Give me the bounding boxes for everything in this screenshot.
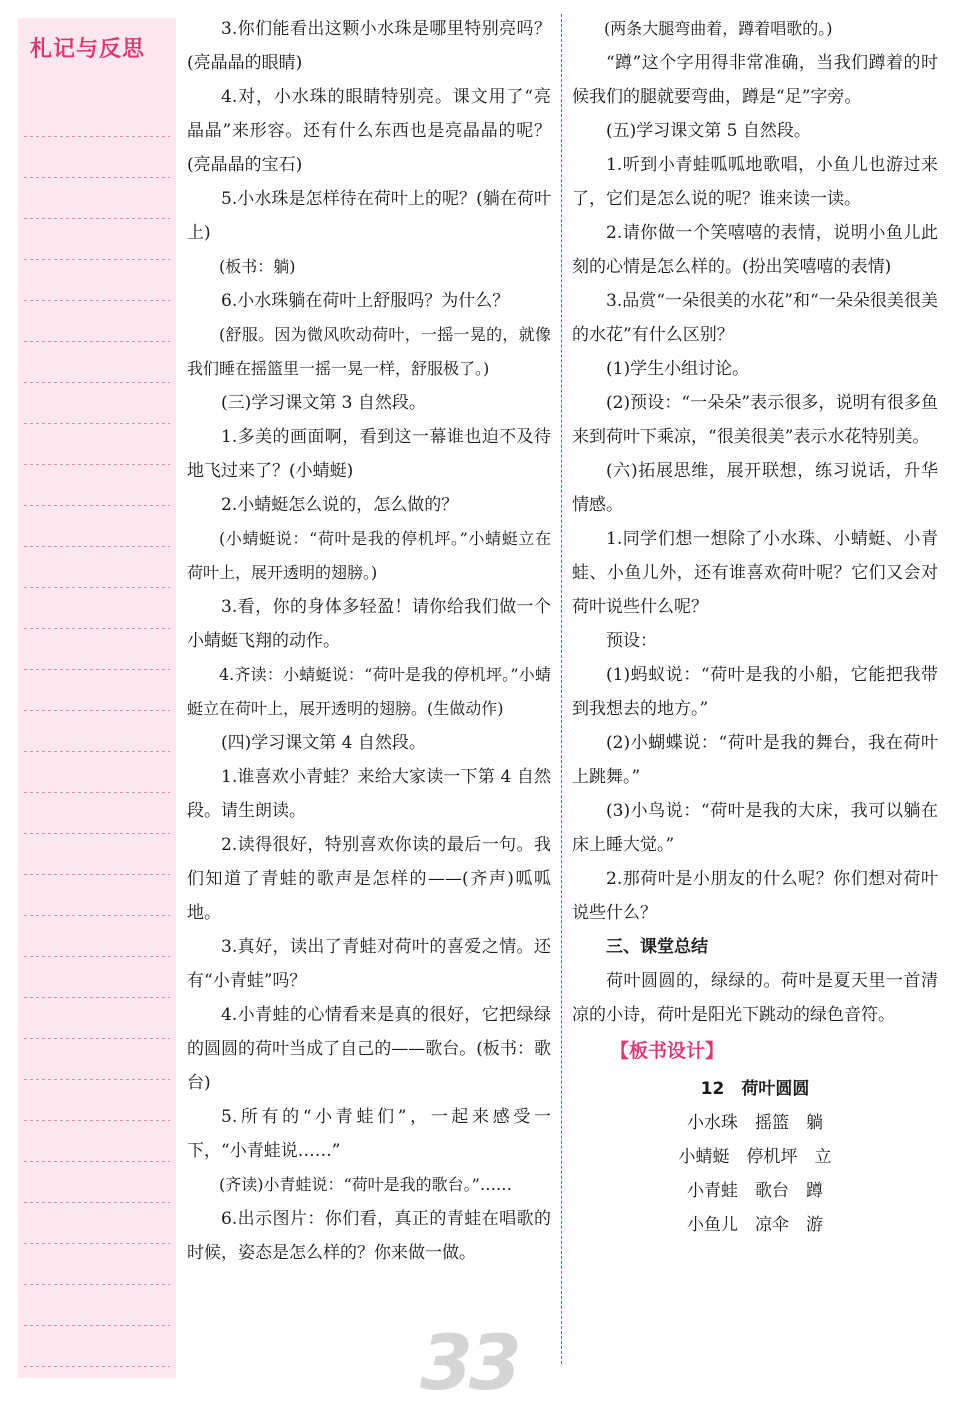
board-cell: 凉伞	[755, 1215, 789, 1235]
paragraph: “蹲”这个字用得非常准确，当我们蹲着的时候我们的腿就要弯曲，蹲是“足”字旁。	[572, 53, 938, 107]
board-cell: 立	[814, 1147, 832, 1167]
board-design-heading: 【板书设计】	[610, 1040, 725, 1062]
board-cell: 停机坪	[746, 1147, 798, 1167]
paragraph: 2.那荷叶是小朋友的什么呢？你们想对荷叶说些什么？	[572, 869, 938, 923]
lesson-title: 荷叶圆圆	[741, 1079, 810, 1099]
paragraph: 预设：	[606, 631, 657, 651]
board-cell: 蹲	[806, 1181, 823, 1201]
board-cell: 小蜻蜓	[678, 1147, 730, 1167]
column-divider	[561, 14, 562, 1364]
answer-note: (板书：躺)	[219, 257, 296, 276]
paragraph: (四)学习课文第 4 自然段。	[221, 733, 426, 753]
paragraph: 3.真好，读出了青蛙对荷叶的喜爱之情。还有“小青蛙”吗？	[187, 937, 551, 991]
paragraph: 3.你们能看出这颗小水珠是哪里特别亮吗？(亮晶晶的眼睛)	[187, 19, 551, 73]
paragraph: (三)学习课文第 3 自然段。	[221, 393, 426, 413]
answer-note: (齐读)小青蛙说：“荷叶是我的歌台。”……	[219, 1175, 512, 1194]
paragraph: 5.小水珠是怎样待在荷叶上的呢？(躺在荷叶上)	[187, 189, 551, 243]
paragraph: 1.同学们想一想除了小水珠、小蜻蜓、小青蛙、小鱼儿外，还有谁喜欢荷叶呢？它们又会对荷叶说些什么呢？	[572, 529, 938, 617]
right-column	[572, 12, 938, 1242]
paragraph: 2.读得很好，特别喜欢你读的最后一句。我们知道了青蛙的歌声是怎样的——(齐声)呱呱地。	[187, 835, 551, 923]
paragraph: 3.看，你的身体多轻盈！请你给我们做一个小蜻蜓飞翔的动作。	[187, 597, 551, 651]
board-cell: 小水珠	[687, 1113, 738, 1133]
board-cell: 游	[806, 1215, 823, 1235]
paragraph: 1.谁喜欢小青蛙？来给大家读一下第 4 自然段。请生朗读。	[187, 767, 551, 821]
board-title	[572, 1072, 938, 1106]
paragraph: 4.小青蛙的心情看来是真的很好，它把绿绿的圆圆的荷叶当成了自己的——歌台。(板书：歌台)	[187, 1005, 551, 1093]
board-design	[572, 1072, 938, 1242]
answer-note: (两条大腿弯曲着，蹲着唱歌的。)	[604, 19, 833, 38]
paragraph: (3)小鸟说：“荷叶是我的大床，我可以躺在床上睡大觉。”	[572, 801, 938, 855]
sidebar-title: 札记与反思	[30, 37, 146, 62]
board-cell: 小鱼儿	[687, 1215, 738, 1235]
page-number: 33	[420, 1318, 518, 1407]
paragraph: 4.对，小水珠的眼睛特别亮。课文用了“亮晶晶”来形容。还有什么东西也是亮晶晶的呢？(亮晶晶的宝石)	[187, 87, 551, 175]
board-row	[572, 1208, 938, 1242]
paragraph: (1)学生小组讨论。	[606, 359, 750, 379]
board-row	[572, 1140, 938, 1174]
paragraph: 5.所有的“小青蛙们”，一起来感受一下，“小青蛙说……”	[187, 1107, 551, 1161]
board-cell: 摇篮	[755, 1113, 789, 1133]
answer-note: 4.齐读：小蜻蜓说：“荷叶是我的停机坪。”小蜻蜓立在荷叶上，展开透明的翅膀。(生做动作)	[187, 665, 551, 718]
paragraph: (2)小蝴蝶说：“荷叶是我的舞台，我在荷叶上跳舞。”	[572, 733, 938, 787]
paragraph: 1.听到小青蛙呱呱地歌唱，小鱼儿也游过来了，它们是怎么说的呢？谁来读一读。	[572, 155, 938, 209]
board-row	[572, 1174, 938, 1208]
paragraph: 1.多美的画面啊，看到这一幕谁也迫不及待地飞过来了？(小蜻蜓)	[187, 427, 551, 481]
answer-note: (舒服。因为微风吹动荷叶，一摇一晃的，就像我们睡在摇篮里一摇一晃一样，舒服极了。)	[187, 325, 551, 378]
board-cell: 小青蛙	[687, 1181, 738, 1201]
left-column	[187, 12, 551, 1270]
board-cell: 躺	[806, 1113, 823, 1133]
paragraph: 6.出示图片：你们看，真正的青蛙在唱歌的时候，姿态是怎么样的？你来做一做。	[187, 1209, 551, 1263]
paragraph: (五)学习课文第 5 自然段。	[606, 121, 811, 141]
paragraph: (2)预设：“一朵朵”表示很多，说明有很多鱼来到荷叶下乘凉，“很美很美”表示水花特别美。	[572, 393, 938, 447]
answer-note: (小蜻蜓说：“荷叶是我的停机坪。”小蜻蜓立在荷叶上，展开透明的翅膀。)	[187, 529, 551, 582]
note-lines	[24, 96, 170, 1378]
board-row	[572, 1106, 938, 1140]
paragraph: 2.小蜻蜓怎么说的，怎么做的？	[221, 495, 459, 515]
lesson-number: 12	[700, 1079, 725, 1099]
paragraph: 3.品赏“一朵很美的水花”和“一朵朵很美很美的水花”有什么区别？	[572, 291, 938, 345]
section-heading: 三、课堂总结	[606, 937, 708, 957]
paragraph: 荷叶圆圆的，绿绿的。荷叶是夏天里一首清凉的小诗，荷叶是阳光下跳动的绿色音符。	[572, 971, 938, 1025]
paragraph: (1)蚂蚁说：“荷叶是我的小船，它能把我带到我想去的地方。”	[572, 665, 938, 719]
paragraph: 6.小水珠躺在荷叶上舒服吗？为什么？	[221, 291, 510, 311]
paragraph: (六)拓展思维，展开联想，练习说话，升华情感。	[572, 461, 938, 515]
notes-sidebar	[18, 18, 176, 1378]
paragraph: 2.请你做一个笑嘻嘻的表情，说明小鱼儿此刻的心情是怎么样的。(扮出笑嘻嘻的表情)	[572, 223, 938, 277]
board-cell: 歌台	[755, 1181, 789, 1201]
